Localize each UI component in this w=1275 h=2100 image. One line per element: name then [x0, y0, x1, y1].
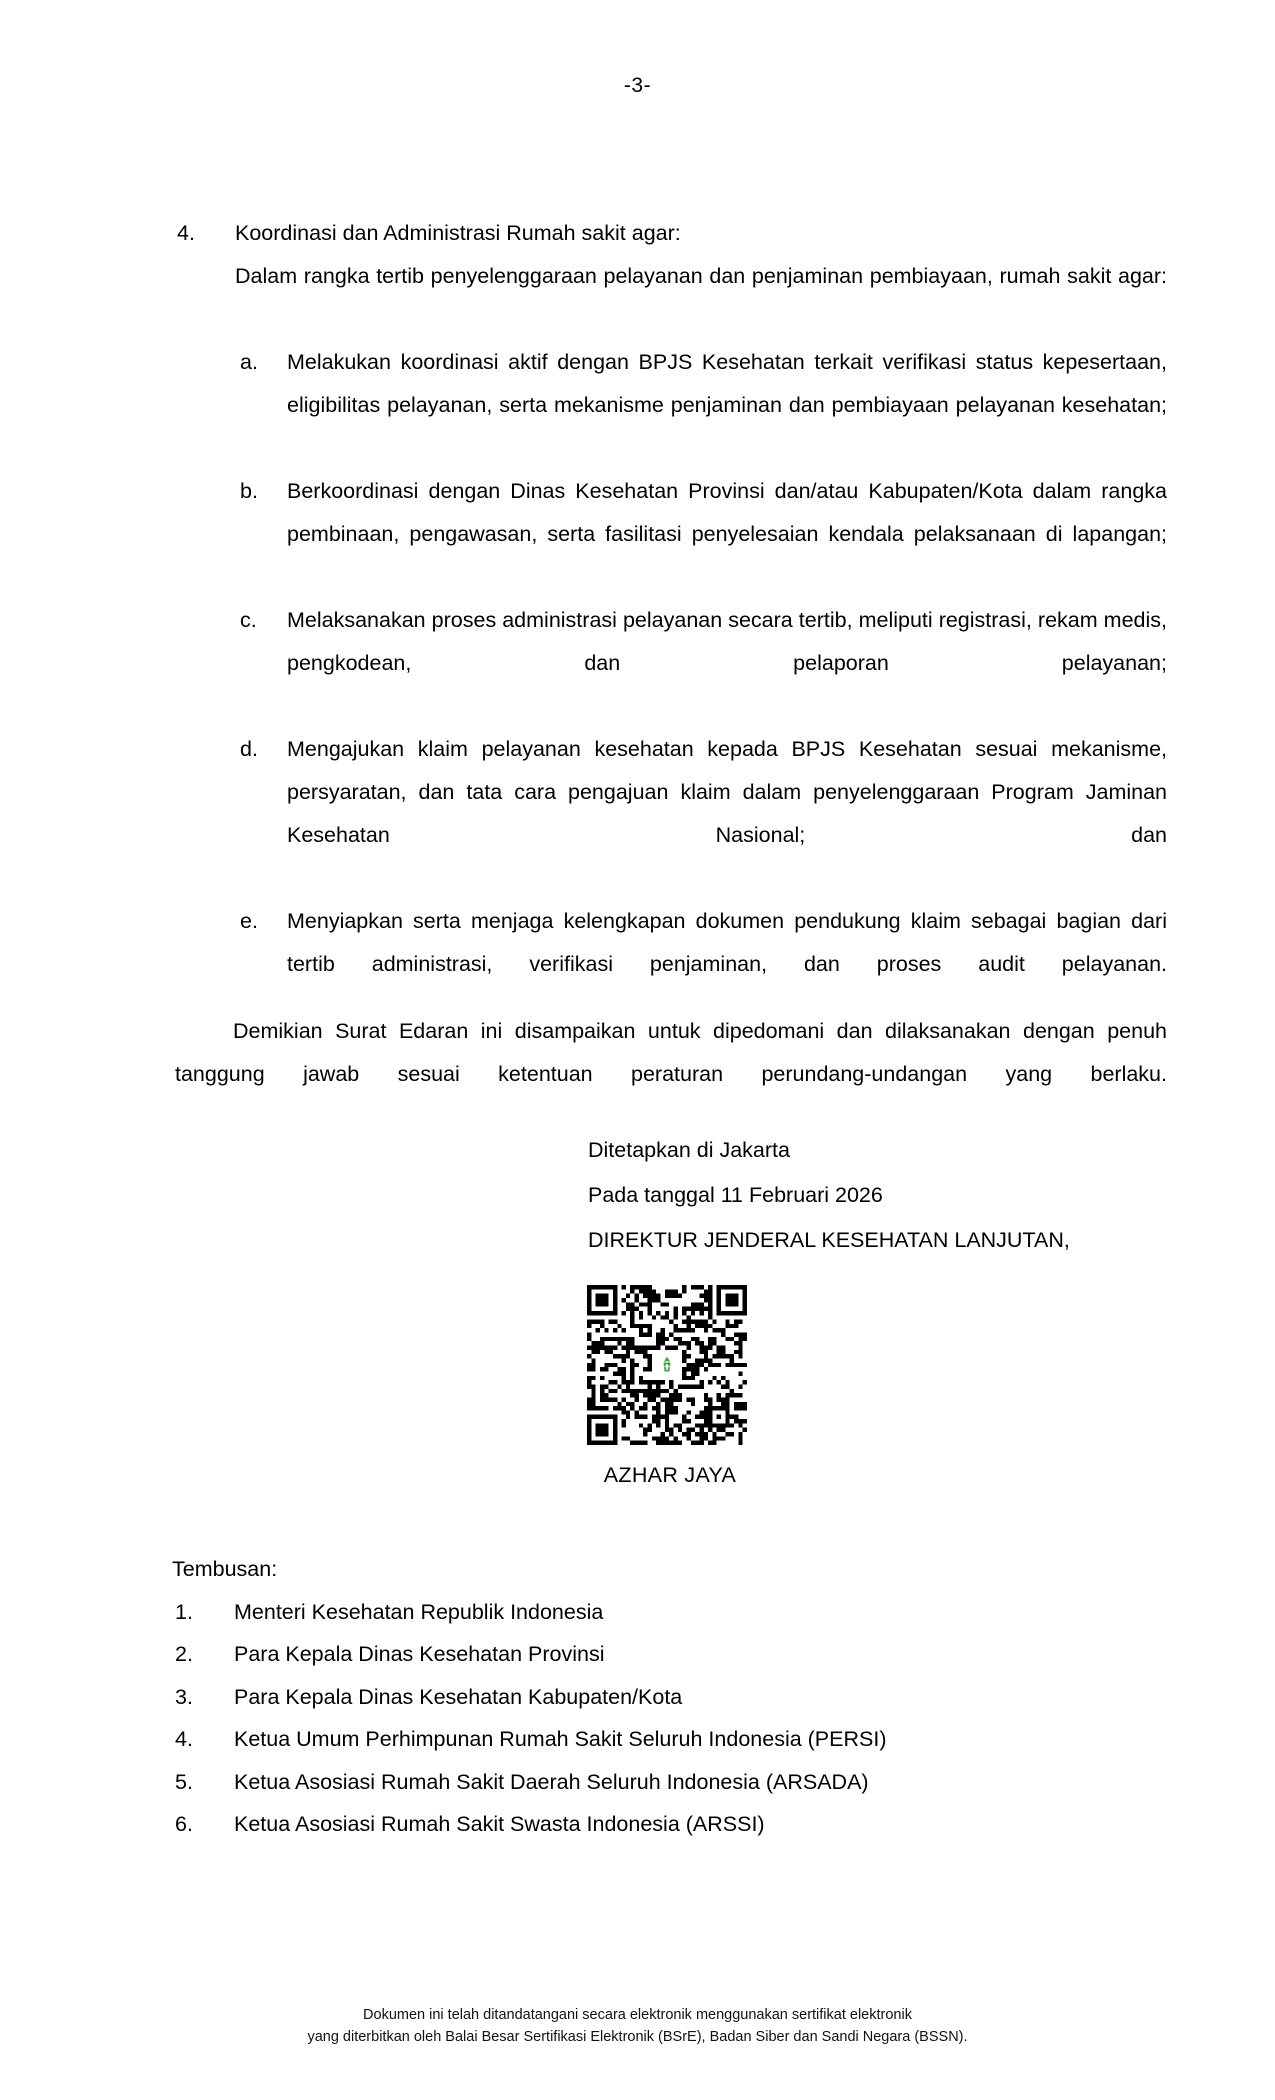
footer-line-2: yang diterbitkan oleh Balai Besar Sertifikasi Elektronik (BSrE), Badan Siber dan Sandi Negara (BSSN).	[307, 2029, 968, 2045]
electronic-signature-note	[0, 2004, 1275, 2048]
tembusan-number-2: 2.	[175, 1642, 193, 1666]
tembusan-number-3: 3.	[175, 1684, 193, 1709]
tembusan-number-5: 5.	[175, 1769, 193, 1794]
closing-section	[175, 1010, 1167, 1139]
list-item	[172, 1803, 1072, 1846]
list-item	[235, 728, 1167, 900]
clause-subitem-list	[235, 341, 1167, 1029]
tembusan-number-4: 4.	[175, 1727, 193, 1751]
tembusan-number-6: 6.	[175, 1812, 193, 1836]
tembusan-list	[172, 1591, 1072, 1846]
tembusan-title: Tembusan:	[172, 1557, 278, 1581]
list-item	[172, 1761, 1072, 1804]
clause-title: Koordinasi dan Administrasi Rumah sakit agar:	[235, 221, 681, 245]
subitem-text-c: Melaksanakan proses administrasi pelayanan secara tertib, meliputi registrasi, rekam medis, pengkodean, dan pelaporan pelayanan;	[287, 608, 1167, 675]
tembusan-section	[172, 1548, 1072, 1846]
list-item	[172, 1718, 1072, 1761]
qr-center-logo	[655, 1353, 679, 1377]
tembusan-text-2: Para Kepala Dinas Kesehatan Provinsi	[234, 1642, 605, 1666]
subitem-marker-d: d.	[240, 737, 258, 761]
signature-block	[588, 1128, 1168, 1263]
subitem-marker-e: e.	[240, 909, 258, 933]
list-item	[172, 1676, 1072, 1719]
subitem-text-a: Melakukan koordinasi aktif dengan BPJS Kesehatan terkait verifikasi status kepesertaan, eligibilitas pelayanan, serta mekanisme penjaminan dan pembiayaan pelayanan kesehatan;	[287, 350, 1167, 417]
subitem-marker-b: b.	[240, 479, 258, 503]
tembusan-text-6: Ketua Asosiasi Rumah Sakit Swasta Indonesia (ARSSI)	[234, 1812, 765, 1836]
signer-name: AZHAR JAYA	[603, 1463, 737, 1487]
subitem-marker-a: a.	[240, 350, 258, 374]
closing-paragraph: Demikian Surat Edaran ini disampaikan untuk dipedomani dan dilaksanakan dengan penuh tanggung jawab sesuai ketentuan peraturan perundang-undangan yang berlaku.	[175, 1019, 1167, 1086]
page-number: -3-	[623, 74, 652, 97]
clause-number: 4.	[177, 221, 195, 245]
tembusan-text-3: Para Kepala Dinas Kesehatan Kabupaten/Kota	[234, 1684, 683, 1709]
clause-body	[235, 212, 1167, 1029]
clause-4	[175, 212, 1167, 1029]
list-item	[172, 1633, 1072, 1676]
signature-date: Pada tanggal 11 Februari 2026	[588, 1183, 883, 1207]
footer-line-1: Dokumen ini telah ditandatangani secara elektronik menggunakan sertifikat elektronik	[363, 2007, 912, 2023]
qr-code	[587, 1285, 747, 1445]
tembusan-number-1: 1.	[175, 1599, 193, 1624]
list-item	[235, 470, 1167, 599]
tembusan-text-4: Ketua Umum Perhimpunan Rumah Sakit Seluruh Indonesia (PERSI)	[234, 1727, 887, 1751]
signature-title: DIREKTUR JENDERAL KESEHATAN LANJUTAN,	[588, 1228, 1070, 1252]
signature-place: Ditetapkan di Jakarta	[588, 1138, 790, 1162]
list-item	[235, 599, 1167, 728]
document-body	[175, 212, 1167, 1029]
subitem-text-e: Menyiapkan serta menjaga kelengkapan dokumen pendukung klaim sebagai bagian dari tertib administrasi, verifikasi penjaminan, dan proses audit pelayanan.	[287, 909, 1167, 976]
clause-lead-text: Dalam rangka tertib penyelenggaraan pelayanan dan penjaminan pembiayaan, rumah sakit agar:	[235, 264, 1167, 288]
subitem-text-d: Mengajukan klaim pelayanan kesehatan kepada BPJS Kesehatan sesuai mekanisme, persyaratan, dan tata cara pengajuan klaim dalam penyelenggaraan Program Jaminan Kesehatan Nasional; dan	[287, 737, 1167, 847]
subitem-text-b: Berkoordinasi dengan Dinas Kesehatan Provinsi dan/atau Kabupaten/Kota dalam rangka pembinaan, pengawasan, serta fasilitasi penyelesaian kendala pelaksanaan di lapangan;	[287, 479, 1167, 546]
list-item	[172, 1591, 1072, 1634]
tembusan-text-1: Menteri Kesehatan Republik Indonesia	[234, 1599, 604, 1624]
list-item	[235, 341, 1167, 470]
subitem-marker-c: c.	[240, 608, 257, 632]
tembusan-text-5: Ketua Asosiasi Rumah Sakit Daerah Seluruh Indonesia (ARSADA)	[234, 1769, 869, 1794]
